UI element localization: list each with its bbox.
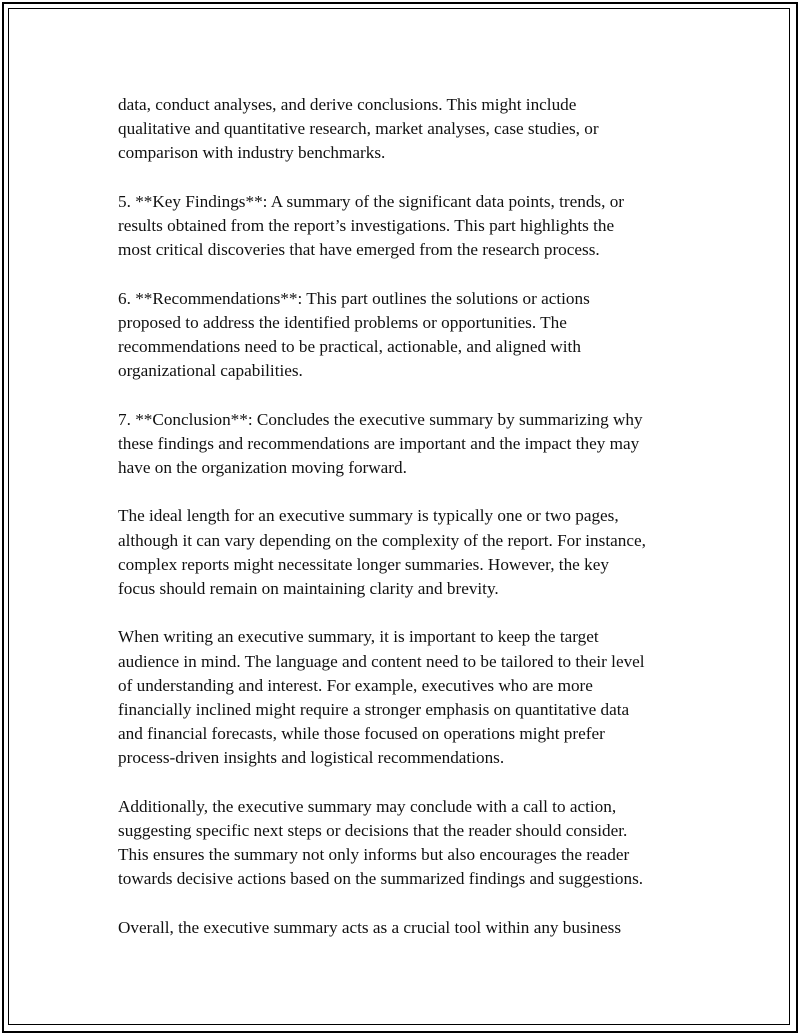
paragraph-conclusion: 7. **Conclusion**: Concludes the executive summary by summarizing why these findings and recommendations are important and the impact they may have on the organization moving forward.	[118, 409, 643, 477]
document-body	[118, 93, 698, 964]
paragraph-call-to-action: Additionally, the executive summary may conclude with a call to action, suggesting specific next steps or decisions that the reader should consider. This ensures the summary not only informs but also encourages the reader towards decisive actions based on the summarized findings and suggestions.	[118, 796, 644, 889]
paragraph-overall: Overall, the executive summary acts as a crucial tool within any business	[118, 917, 622, 937]
paragraph-target-audience: When writing an executive summary, it is important to keep the target audience in mind. The language and content need to be tailored to their level of understanding and interest. For example, executives who are more financially inclined might require a stronger emphasis on quantitative data and financial forecasts, while those focused on operations might prefer process-driven insights and logistical recommendations.	[118, 627, 645, 768]
paragraph-ideal-length: The ideal length for an executive summary is typically one or two pages, although it can vary depending on the complexity of the report. For instance, complex reports might necessitate longer summaries. However, the key focus should remain on maintaining clarity and brevity.	[118, 506, 646, 598]
paragraph-methodology-continued: data, conduct analyses, and derive conclusions. This might include qualitative and quantitative research, market analyses, case studies, or comparison with industry benchmarks.	[118, 95, 599, 163]
paragraph-recommendations: 6. **Recommendations**: This part outlines the solutions or actions proposed to address the identified problems or opportunities. The recommendations need to be practical, actionable, and aligned with organizational capabilities.	[118, 288, 590, 381]
paragraph-key-findings: 5. **Key Findings**: A summary of the significant data points, trends, or results obtained from the report’s investigations. This part highlights the most critical discoveries that have emerged from the research process.	[118, 191, 625, 260]
